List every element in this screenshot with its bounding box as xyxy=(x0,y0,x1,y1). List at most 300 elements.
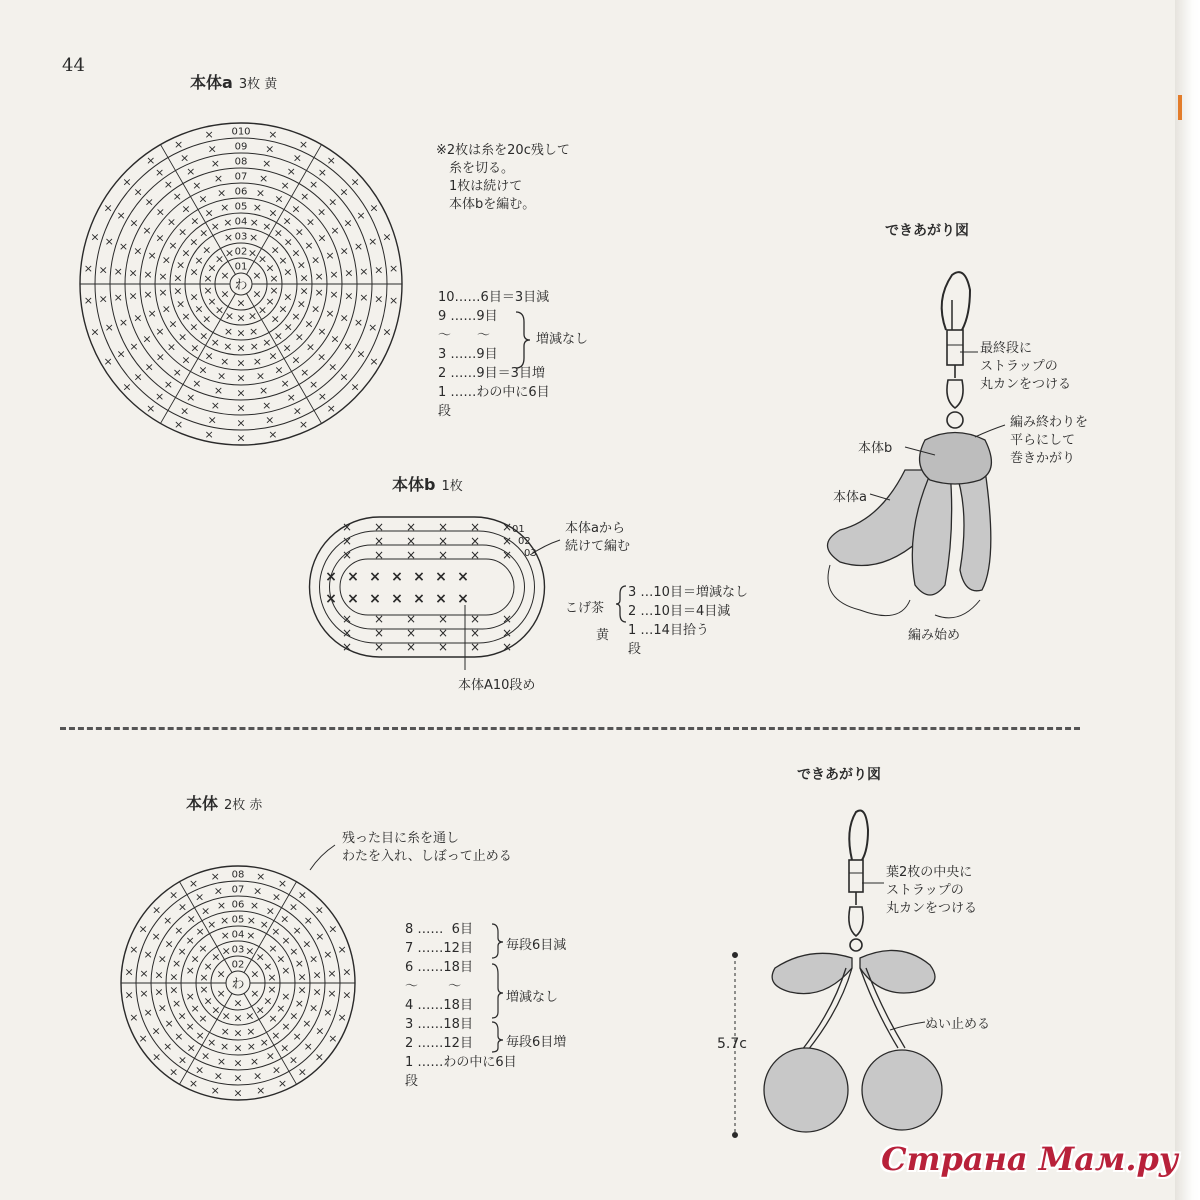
stitch-mark: × xyxy=(369,201,379,215)
row-line: 1 ……わの中に6目 xyxy=(438,385,550,400)
stitch-mark: × xyxy=(172,190,182,204)
stitch-mark: × xyxy=(359,265,369,279)
stitch-mark: × xyxy=(296,297,307,311)
stitch-mark: × xyxy=(144,360,154,374)
stitch-mark: × xyxy=(329,268,339,282)
stitch-mark: × xyxy=(274,192,284,206)
stitch-mark: × xyxy=(368,320,378,334)
stitch-mark: × xyxy=(327,986,337,1000)
stitch-mark: × xyxy=(198,1012,208,1026)
stitch-mark: × xyxy=(143,947,153,961)
stitch-mark: × xyxy=(373,640,385,654)
stitch-mark: × xyxy=(255,186,266,200)
stitch-mark: × xyxy=(259,1035,269,1049)
stitch-mark: × xyxy=(155,205,165,219)
round-number: 08 xyxy=(234,156,248,168)
stitch-mark: × xyxy=(161,253,171,267)
stitch-mark: × xyxy=(138,1031,148,1045)
stitch-mark: × xyxy=(308,178,319,192)
stitch-mark: × xyxy=(169,888,179,902)
stitch-mark: × xyxy=(373,520,385,534)
stitch-mark: × xyxy=(343,339,353,353)
stitch-mark: × xyxy=(152,1050,162,1064)
stitch-mark: × xyxy=(262,398,272,412)
stitch-mark: × xyxy=(98,292,108,306)
stitch-mark: × xyxy=(317,231,327,245)
stitch-mark: × xyxy=(133,370,143,384)
stitch-mark: × xyxy=(189,235,199,249)
stitch-mark: × xyxy=(292,1030,302,1044)
stitch-mark: × xyxy=(312,968,322,982)
body-title-text: 本体 xyxy=(186,794,219,813)
stitch-mark: × xyxy=(315,1024,325,1038)
stitch-mark: × xyxy=(300,365,310,379)
round-number: 04 xyxy=(231,929,245,941)
stitch-mark: × xyxy=(501,548,513,562)
pickup-stitch-mark: × xyxy=(369,569,381,585)
stitch-mark: × xyxy=(224,246,235,260)
row-line: 3 ……9目 xyxy=(438,347,498,362)
stitch-mark: × xyxy=(337,943,347,957)
stitch-mark: × xyxy=(252,354,262,368)
stitch-mark: × xyxy=(174,1030,184,1044)
pickup-stitch-mark: × xyxy=(391,591,403,607)
pickup-stitch-mark: × xyxy=(347,591,359,607)
stitch-mark: × xyxy=(342,988,352,1002)
stitch-mark: × xyxy=(157,1001,168,1015)
stitch-mark: × xyxy=(271,924,281,938)
stitch-mark: × xyxy=(198,941,208,955)
stitch-mark: × xyxy=(207,1035,217,1049)
stitch-mark: × xyxy=(185,933,195,947)
stitch-mark: × xyxy=(268,349,278,363)
stitch-mark: × xyxy=(265,142,275,156)
round-number: 05 xyxy=(234,201,248,213)
stitch-mark: × xyxy=(359,290,369,304)
stitch-mark: × xyxy=(259,918,269,932)
stitch-mark: × xyxy=(256,1084,266,1098)
stitch-mark: × xyxy=(341,612,353,626)
stitch-mark: × xyxy=(199,226,209,240)
stitch-mark: × xyxy=(297,983,307,997)
stitch-mark: × xyxy=(216,186,227,200)
stitch-mark: × xyxy=(169,1065,179,1079)
stitch-mark: × xyxy=(173,418,184,432)
stitch-mark: × xyxy=(373,534,385,548)
stitch-mark: × xyxy=(194,253,204,267)
stitch-mark: × xyxy=(172,996,182,1010)
stitch-mark: × xyxy=(311,253,321,267)
stitch-mark: × xyxy=(207,413,217,427)
stitch-mark: × xyxy=(308,1001,319,1015)
stitch-mark: × xyxy=(236,296,246,310)
stitch-mark: × xyxy=(157,952,168,966)
row-line: 6 ……18目 xyxy=(405,960,473,975)
stitch-mark: × xyxy=(213,171,224,185)
stitch-mark: × xyxy=(278,253,288,267)
stitch-mark: × xyxy=(353,316,364,330)
round-number: 09 xyxy=(234,141,248,153)
stitch-mark: × xyxy=(201,904,211,918)
label-start: 編み始め xyxy=(908,628,961,643)
stitch-mark: × xyxy=(190,1001,200,1015)
stitch-mark: × xyxy=(194,890,205,904)
stitch-mark: × xyxy=(291,202,301,216)
stitch-mark: × xyxy=(256,869,266,883)
stitch-mark: × xyxy=(155,350,165,364)
stitch-mark: × xyxy=(281,964,291,978)
stitch-mark: × xyxy=(501,626,513,640)
stitch-mark: × xyxy=(330,223,340,237)
stitch-mark: × xyxy=(315,929,325,943)
brace-label-decrease: 毎段6目減 xyxy=(506,938,567,953)
stitch-mark: × xyxy=(312,985,322,999)
stitch-mark: × xyxy=(113,265,123,279)
stitch-mark: × xyxy=(305,340,316,354)
stitch-mark: × xyxy=(216,1054,227,1068)
stitch-mark: × xyxy=(151,929,161,943)
stitch-mark: × xyxy=(223,215,233,229)
stitch-mark: × xyxy=(169,983,179,997)
stitch-mark: × xyxy=(124,965,134,979)
stitch-mark: × xyxy=(437,640,449,654)
stitch-mark: × xyxy=(327,967,337,981)
stitch-mark: × xyxy=(168,238,178,252)
stitch-mark: × xyxy=(116,347,126,361)
cherry-leaves-icon xyxy=(772,950,935,993)
stitch-mark: × xyxy=(124,988,134,1002)
stitch-mark: × xyxy=(246,913,257,927)
stitch-mark: × xyxy=(221,1009,231,1023)
stitch-mark: × xyxy=(163,1040,173,1054)
stitch-mark: × xyxy=(223,231,234,245)
stitch-mark: × xyxy=(236,311,246,325)
stitch-mark: × xyxy=(180,404,190,418)
stitch-mark: × xyxy=(201,1049,211,1063)
stitch-mark: × xyxy=(281,933,291,947)
stitch-mark: × xyxy=(142,223,152,237)
stitch-mark: × xyxy=(268,127,278,141)
stitch-mark: × xyxy=(245,1009,255,1023)
stitch-mark: × xyxy=(133,185,143,199)
stitch-mark: × xyxy=(257,303,268,317)
stitch-mark: × xyxy=(192,377,202,391)
stitch-mark: × xyxy=(113,290,123,304)
stitch-mark: × xyxy=(180,151,190,165)
cherry-balls-icon xyxy=(764,1048,942,1132)
stitch-mark: × xyxy=(163,913,173,927)
stitch-mark: × xyxy=(247,309,258,323)
stitch-mark: × xyxy=(173,284,183,298)
label-flatten: 編み終わりを 平らにして 巻きかがり xyxy=(1010,415,1089,466)
stitch-mark: × xyxy=(204,428,214,442)
stitch-mark: × xyxy=(281,1020,291,1034)
stitch-mark: × xyxy=(220,201,230,215)
stitch-mark: × xyxy=(317,350,327,364)
stitch-mark: × xyxy=(129,1010,139,1024)
stitch-mark: × xyxy=(252,201,262,215)
stitch-mark: × xyxy=(198,363,208,377)
stitch-mark: × xyxy=(253,884,263,898)
stitch-mark: × xyxy=(282,341,292,355)
row-line: ～ ～ xyxy=(438,328,491,343)
stitch-mark: × xyxy=(341,534,353,548)
stitch-mark: × xyxy=(220,354,230,368)
stitch-mark: × xyxy=(267,982,277,996)
stitch-mark: × xyxy=(203,272,213,286)
stitch-mark: × xyxy=(437,626,449,640)
stitch-mark: × xyxy=(203,994,213,1008)
row-line: 8 …… 6目 xyxy=(405,922,473,937)
stitch-mark: × xyxy=(276,1001,286,1015)
stitch-mark: × xyxy=(202,312,212,326)
round-number: 03 xyxy=(524,548,537,559)
color-yellow-label: 黄 xyxy=(596,628,610,643)
stitch-mark: × xyxy=(353,239,364,253)
stitch-mark: × xyxy=(223,340,233,354)
stitch-mark: × xyxy=(185,989,195,1003)
stitch-mark: × xyxy=(166,215,177,229)
stitch-mark: × xyxy=(118,316,129,330)
stitch-mark: × xyxy=(350,175,360,189)
stitch-mark: × xyxy=(163,178,174,192)
round-number: 05 xyxy=(231,914,245,926)
stitch-mark: × xyxy=(469,612,481,626)
stitch-mark: × xyxy=(303,913,313,927)
stitch-mark: × xyxy=(199,329,209,343)
stitch-mark: × xyxy=(308,952,319,966)
body-a-title-text: 本体a xyxy=(190,73,233,92)
stitch-mark: × xyxy=(329,287,339,301)
stitch-mark: × xyxy=(168,317,178,331)
stitch-mark: × xyxy=(133,244,143,258)
stitch-mark: × xyxy=(288,1053,299,1067)
stitch-mark: × xyxy=(265,261,275,275)
stitch-mark: × xyxy=(268,941,278,955)
stitch-mark: × xyxy=(173,271,183,285)
stitch-mark: × xyxy=(213,1069,223,1083)
stitch-mark: × xyxy=(246,1024,256,1038)
stitch-mark: × xyxy=(373,612,385,626)
stitch-mark: × xyxy=(207,142,217,156)
round-number: 02 xyxy=(518,536,531,547)
stitch-mark: × xyxy=(83,261,93,275)
stitch-mark: × xyxy=(298,418,309,432)
stitch-mark: × xyxy=(195,924,205,938)
stitch-mark: × xyxy=(203,283,213,297)
stitch-mark: × xyxy=(199,982,209,996)
stitch-mark: × xyxy=(118,239,129,253)
pickup-stitch-mark: × xyxy=(413,591,425,607)
stitch-mark: × xyxy=(146,402,156,416)
pickup-stitch-mark: × xyxy=(325,591,337,607)
edge-color-tab xyxy=(1178,95,1182,120)
stitch-mark: × xyxy=(213,384,224,398)
stitch-mark: × xyxy=(281,989,291,1003)
stitch-mark: × xyxy=(204,127,214,141)
stitch-mark: × xyxy=(405,640,417,654)
stitch-mark: × xyxy=(258,384,269,398)
stitch-mark: × xyxy=(339,244,349,258)
stitch-mark: × xyxy=(291,246,301,260)
stitch-mark: × xyxy=(297,888,307,902)
stitch-mark: × xyxy=(286,390,296,404)
stitch-mark: × xyxy=(323,1006,333,1020)
stitch-mark: × xyxy=(299,284,309,298)
stitch-mark: × xyxy=(286,165,296,179)
stitch-mark: × xyxy=(175,297,186,311)
stitch-mark: × xyxy=(350,380,360,394)
stitch-mark: × xyxy=(299,271,309,285)
row-line: 1 …14目拾う xyxy=(628,623,709,638)
stitch-mark: × xyxy=(356,347,366,361)
round-number: 04 xyxy=(234,216,248,228)
stitch-mark: × xyxy=(210,1084,220,1098)
stitch-mark: × xyxy=(236,356,246,370)
stitch-mark: × xyxy=(317,390,328,404)
stitch-mark: × xyxy=(300,190,310,204)
pickup-stitch-mark: × xyxy=(435,569,447,585)
row-line: 2 …10目＝4目減 xyxy=(628,604,731,619)
stitch-mark: × xyxy=(154,390,165,404)
stitch-mark: × xyxy=(283,235,293,249)
stitch-mark: × xyxy=(291,353,301,367)
stitch-mark: × xyxy=(211,1003,221,1017)
watermark-text: Страна Мам.ру xyxy=(881,1140,1178,1178)
stitch-mark: × xyxy=(178,330,188,344)
finished-title-top: できあがり図 xyxy=(885,223,969,239)
stitch-mark: × xyxy=(147,306,157,320)
stitch-mark: × xyxy=(314,286,324,300)
stitch-mark: × xyxy=(250,967,260,981)
stitch-mark: × xyxy=(90,325,100,339)
row-line: ～ ～ xyxy=(405,979,462,994)
stitch-mark: × xyxy=(186,390,196,404)
body-a-brace-label: 増減なし xyxy=(536,332,589,347)
stitch-mark: × xyxy=(268,1012,278,1026)
body-b-callout-bottom: 本体A10段め xyxy=(458,678,536,693)
stitch-mark: × xyxy=(236,386,246,400)
stitch-mark: × xyxy=(289,944,299,958)
stitch-mark: × xyxy=(269,272,279,286)
stitch-mark: × xyxy=(280,178,290,192)
stitch-mark: × xyxy=(341,520,353,534)
stitch-mark: × xyxy=(216,899,227,913)
stitch-mark: × xyxy=(173,137,184,151)
stitch-mark: × xyxy=(246,1040,257,1054)
stitch-mark: × xyxy=(437,520,449,534)
stitch-mark: × xyxy=(374,263,384,277)
stitch-mark: × xyxy=(292,404,302,418)
stitch-mark: × xyxy=(255,950,265,964)
stitch-mark: × xyxy=(325,249,335,263)
stitch-mark: × xyxy=(213,884,223,898)
pickup-stitch-mark: × xyxy=(369,591,381,607)
stitch-mark: × xyxy=(314,903,324,917)
row-line: 10……6目＝3目減 xyxy=(438,290,550,305)
stitch-mark: × xyxy=(469,534,481,548)
stitch-mark: × xyxy=(128,266,138,280)
stitch-mark: × xyxy=(103,201,113,215)
stitch-mark: × xyxy=(469,626,481,640)
pickup-stitch-mark: × xyxy=(435,591,447,607)
stitch-mark: × xyxy=(190,952,200,966)
stitch-mark: × xyxy=(283,265,293,279)
stitch-mark: × xyxy=(177,1053,188,1067)
stitch-mark: × xyxy=(188,1077,199,1091)
stitch-mark: × xyxy=(317,324,327,338)
stitch-mark: × xyxy=(236,371,246,385)
stitch-mark: × xyxy=(263,994,273,1008)
stitch-mark: × xyxy=(501,612,513,626)
stitch-mark: × xyxy=(233,1026,243,1040)
stitch-mark: × xyxy=(304,238,314,252)
stitch-mark: × xyxy=(211,950,221,964)
stitch-mark: × xyxy=(437,534,449,548)
stitch-mark: × xyxy=(305,215,316,229)
stitch-mark: × xyxy=(220,268,230,282)
stitch-mark: × xyxy=(273,329,283,343)
stitch-mark: × xyxy=(210,157,220,171)
stitch-mark: × xyxy=(181,246,191,260)
stitch-mark: × xyxy=(221,944,231,958)
stitch-mark: × xyxy=(177,944,187,958)
stitch-mark: × xyxy=(405,612,417,626)
stitch-mark: × xyxy=(328,922,338,936)
stitch-mark: × xyxy=(294,330,304,344)
row-line: 1 ……わの中に6目 xyxy=(405,1055,517,1070)
stitch-mark: × xyxy=(265,413,275,427)
stitch-mark: × xyxy=(303,1040,313,1054)
stitch-mark: × xyxy=(283,320,293,334)
round-number: 02 xyxy=(231,959,245,971)
stitch-mark: × xyxy=(146,153,156,167)
stitch-mark: × xyxy=(257,252,268,266)
strap-clasp-icon xyxy=(849,860,863,951)
stitch-mark: × xyxy=(265,1049,275,1063)
stitch-mark: × xyxy=(163,377,174,391)
stitch-mark: × xyxy=(172,957,182,971)
body-subtitle: 2枚 赤 xyxy=(224,798,263,813)
stitch-mark: × xyxy=(501,640,513,654)
stitch-mark: × xyxy=(164,937,174,951)
stitch-mark: × xyxy=(194,302,204,316)
stitch-mark: × xyxy=(405,520,417,534)
stitch-mark: × xyxy=(373,626,385,640)
stitch-mark: × xyxy=(233,1041,243,1055)
finished-title-bottom: できあがり図 xyxy=(797,767,881,783)
stitch-mark: × xyxy=(158,286,168,300)
stitch-mark: × xyxy=(291,309,301,323)
round-number: 01 xyxy=(512,524,525,535)
stitch-mark: × xyxy=(389,261,399,275)
stitch-mark: × xyxy=(214,303,225,317)
stitch-mark: × xyxy=(166,340,177,354)
stitch-mark: × xyxy=(216,986,226,1000)
stitch-mark: × xyxy=(337,1010,347,1024)
stitch-mark: × xyxy=(344,266,354,280)
stitch-mark: × xyxy=(278,302,288,316)
stitch-mark: × xyxy=(328,1031,338,1045)
body-b-callout-start: 本体aから 続けて編む xyxy=(565,521,631,554)
stitch-mark: × xyxy=(220,1024,230,1038)
stitch-mark: × xyxy=(147,249,157,263)
stitch-mark: × xyxy=(214,252,225,266)
stitch-mark: × xyxy=(223,324,234,338)
stitch-mark: × xyxy=(236,401,246,415)
stitch-mark: × xyxy=(323,947,333,961)
stitch-mark: × xyxy=(236,431,246,445)
